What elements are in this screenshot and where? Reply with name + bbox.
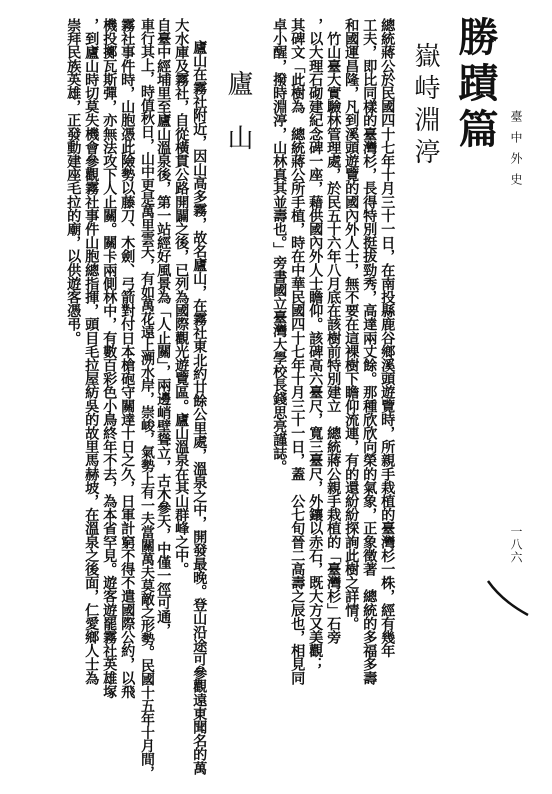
page-number: 一八六: [509, 525, 523, 564]
section-title-1: 嶽峙淵渟: [410, 42, 440, 170]
text-column: 和國運昌隆，凡到溪頭遊覽的國內外人士，無不要在這裸樹下瞻仰流連，有的還紛紛探詢此樹之詳情。: [343, 18, 360, 631]
text-column: 工夫，即比同樣的臺灣杉，長得特別挺拔勁秀，高達兩丈餘。那種欣欣向榮的氣象，正象徵著 總統的多福多壽: [361, 18, 378, 685]
text-column: ，到廬山時切莫失機會參觀霧社事件山胞總指揮，頭目毛拉屋紡吳的故里馬赫坡，在溫泉之後面，仁愛鄉人士為: [83, 18, 100, 685]
text-column: 車行其上，時值秋日，山中更是萬里雲天，有如萬花遠上溯水岸，崇峻，氣勢上有一夫當關萬夫莫敵之形勢。民國十五年十月間，: [137, 18, 154, 779]
chapter-title: 勝蹟篇: [452, 16, 499, 154]
text-column: ，以大理石砌建紀念碑一座，藉供國內外人士瞻仰。該碑高六臺尺，寬三臺尺，外鑲以赤石，既大方又美觀；: [307, 18, 324, 671]
book-series-label: 臺中外史: [509, 110, 523, 194]
text-column: 總統蔣公於民國四十七年十月三十一日，在南投縣鹿谷鄉溪頭遊覽時，所親手栽植的臺灣杉一株，經有幾年: [379, 18, 396, 658]
text-column: 自臺中經埔里至廬山溫泉後，第一站經好風景為「人止關」，兩邊峭壁聳立，古木參天，中僅一徑可通，: [155, 18, 172, 637]
text-column: 崇拜民族英雄，正發動建座毛拉的廟，以供遊客憑弔。: [65, 18, 82, 345]
text-column: 機投擲瓦斯彈，亦無法攻下人止關。關卡兩側林中，有數百彩色小鳥終年不去，為本省罕見。遊客遊罷霧社英雄塚: [101, 18, 118, 699]
text-column: 廬山在霧社附近，因山高多霧，故名廬山，在霧社東北約廿餘公里處，溫泉之中，開發最晚。登山沿途可參觀遠東聞名的萬: [191, 40, 208, 775]
text-column: 大水庫及霧社，自從橫貫公路開闢之後，已列為國際觀光遊覽區。廬山溫泉在其山群峰之中。: [173, 18, 190, 576]
text-column: 霧社事件時，山胞憑此險勢以藤刀、木劍、弓箭對付日本槍砲守關達十日之久，日軍計窮不得不遣國際公約，以飛: [119, 18, 136, 699]
text-column: 卓小醒，撥時淵渟，山林真其並壽也。」旁書國立臺灣大學校長錢思亮謹誌。: [271, 18, 288, 474]
section-title-2: 廬山: [223, 70, 253, 178]
text-column: 竹山臺大實驗林管理處，於民五十六年八月底在該樹前特別建立 總統蔣公親手栽植的「臺灣杉」石旁: [325, 18, 342, 644]
hook-mark-icon: [484, 575, 532, 619]
text-column: 其碑文「此樹為 總統蔣公所手植，時在中華民國四十七年十月三十一日，蓋 公七旬晉二高壽之辰也，相見同: [289, 18, 306, 685]
